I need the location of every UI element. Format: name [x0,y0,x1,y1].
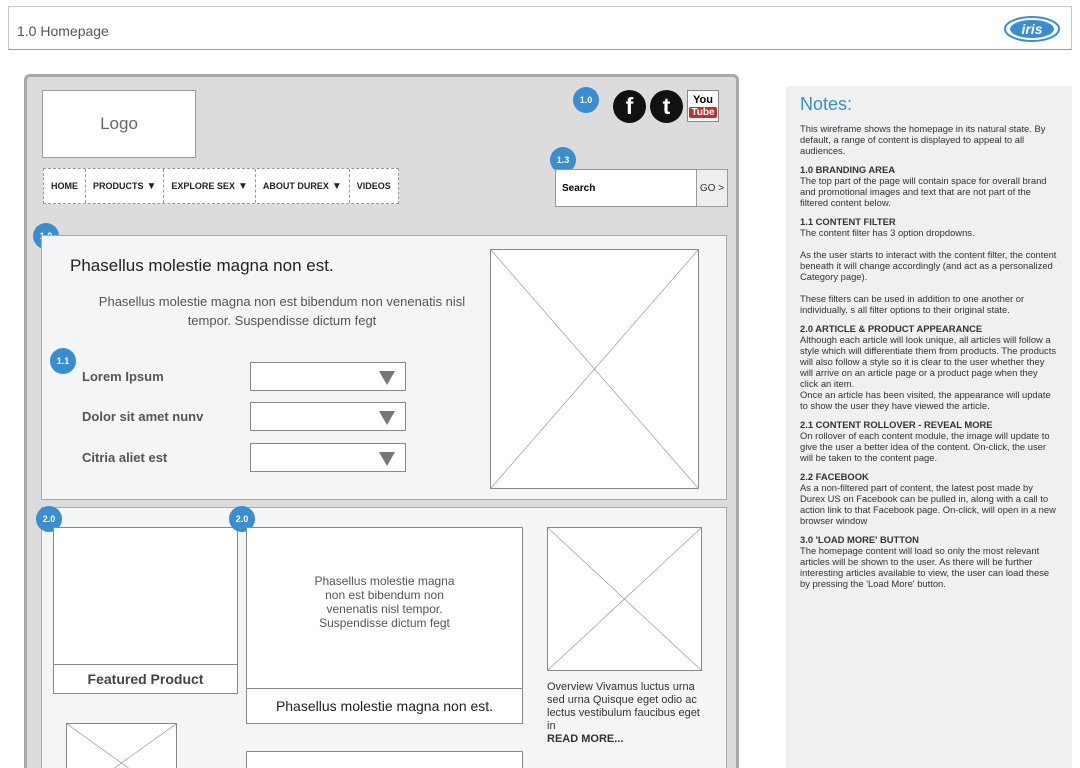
note-heading: 2.2 FACEBOOK [800,471,869,482]
note-heading: 1.0 BRANDING AREA [800,164,895,175]
note-heading: 3.0 'LOAD MORE' BUTTON [800,534,919,545]
twitter-icon[interactable]: t [650,90,683,123]
filter-row [82,402,406,431]
dropdown-arrow-icon [379,371,395,385]
hero-title: Phasellus molestie magna non est. [70,256,334,275]
note-section [800,123,1058,156]
note-section [800,164,1058,208]
article-caption: Phasellus molestie magna non est. [247,688,522,723]
annotation-badge-featured: 2.0 [36,506,62,532]
facebook-post-text [547,681,707,746]
filter-label: Dolor sit amet nunv [82,409,204,424]
youtube-icon[interactable]: You Tube [687,90,719,122]
search-go-button[interactable]: GO > [696,170,727,206]
read-more-link[interactable]: READ MORE... [547,733,624,745]
logo-placeholder[interactable] [42,90,196,158]
dropdown-arrow-icon: ▼ [331,180,342,192]
note-section [800,471,1058,526]
article-body: Phasellus molestie magna non est bibendum non venenatis nisl tempor. Suspendisse dictum fegt [314,574,455,630]
content-grid [41,507,727,768]
dropdown-arrow-icon: ▼ [146,180,157,192]
image-placeholder-icon [548,528,701,670]
hero-branding-area [41,235,727,500]
filter-row [82,362,406,391]
logo-label: Logo [100,114,138,133]
main-nav [43,168,399,204]
filter-row [82,443,406,472]
content-image-placeholder[interactable] [66,723,177,768]
note-heading: 1.1 CONTENT FILTER [800,216,896,227]
note-heading: 2.1 CONTENT ROLLOVER - REVEAL MORE [800,419,993,430]
note-paragraph: Although each article will look unique, all articles will follow a style which will differentiate them from products. The products will also follow a style so it is clear to the user whether they will arrive on an article page or a product page when they click an item. Once an article has been visited, the appearance will update to show the user they have viewed the article. [800,334,1057,411]
notes-title: Notes: [800,94,853,114]
note-section [800,323,1058,411]
facebook-icon[interactable]: f [613,90,646,123]
annotation-badge-filter: 1.1 [50,348,76,374]
dropdown-arrow-icon [379,452,395,466]
dropdown-arrow-icon [379,411,395,425]
search-input[interactable] [556,170,696,206]
image-placeholder-icon [67,724,176,768]
filter-label: Lorem Ipsum [82,369,164,384]
nav-item-explore-sex[interactable]: EXPLORE SEX ▼ [164,169,255,203]
hero-image-placeholder[interactable] [490,249,699,489]
note-section [800,419,1058,463]
dropdown-arrow-icon: ▼ [237,180,248,192]
filter-dropdown[interactable] [250,362,406,391]
iris-logo [1003,15,1061,43]
note-paragraph: The homepage content will load so only the most relevant articles will be shown to the user. As there will be further interesting articles available to view, the user can load these by pressing the 'Load More' button. [800,545,1050,589]
filter-dropdown[interactable] [250,443,406,472]
svg-text:iris: iris [1021,21,1043,37]
note-paragraph: These filters can be used in addition to one another or individually. s all filter options to their original state. [800,293,1025,315]
facebook-post-overview: Overview Vivamus luctus urna sed urna Quisque eget odio ac lectus vestibulum faucibus eget in [547,681,700,732]
featured-product-label: Featured Product [54,664,237,693]
filter-dropdown[interactable] [250,402,406,431]
note-section [800,216,1058,315]
social-links [613,88,719,124]
page-header [8,6,1072,50]
annotation-badge-article: 2.0 [229,506,255,532]
filter-label: Citria aliet est [82,450,168,465]
facebook-post-image-placeholder[interactable] [547,527,702,671]
wireframe-browser-frame [24,74,739,768]
featured-product-card[interactable] [53,527,238,694]
notes-panel [786,86,1072,768]
image-placeholder-icon [491,250,698,488]
note-section [800,534,1058,589]
nav-item-home[interactable]: HOME [44,169,86,203]
hero-description: Phasellus molestie magna non est bibendum non venenatis nisl tempor. Suspendisse dictum fegt [98,294,466,328]
article-card[interactable] [246,527,523,724]
annotation-badge-search: 1.3 [550,147,576,173]
annotation-badge-branding: 1.0 [573,87,599,113]
nav-item-videos[interactable]: VIDEOS [356,181,391,191]
note-paragraph: As the user starts to interact with the content filter, the content beneath it will change accordingly (and act as a personalized Category page). [800,249,1057,282]
note-paragraph: On rollover of each content module, the image will update to give the user a better idea of the content. On-click, the user will be taken to the content page. [800,430,1050,463]
nav-item-about-durex[interactable]: ABOUT DUREX ▼ [256,169,350,203]
content-card-placeholder[interactable] [246,751,523,768]
note-paragraph: As a non-filtered part of content, the latest post made by Durex US on Facebook can be pulled in, along with a call to action link to that Facebook page. On-click, will open in a new browser window [800,482,1056,526]
note-paragraph: This wireframe shows the homepage in its natural state. By default, a range of content is displayed to appeal to all audiences. [800,123,1046,156]
note-heading: 2.0 ARTICLE & PRODUCT APPEARANCE [800,323,983,334]
note-paragraph: The top part of the page will contain space for overall brand and promotional images and text that are not part of the filtered content below. [800,175,1047,208]
notes-list [800,123,1058,589]
page-title: 1.0 Homepage [17,23,109,39]
note-paragraph: The content filter has 3 option dropdowns. [800,227,975,238]
nav-item-products[interactable]: PRODUCTS ▼ [86,169,164,203]
search-box [555,169,728,207]
